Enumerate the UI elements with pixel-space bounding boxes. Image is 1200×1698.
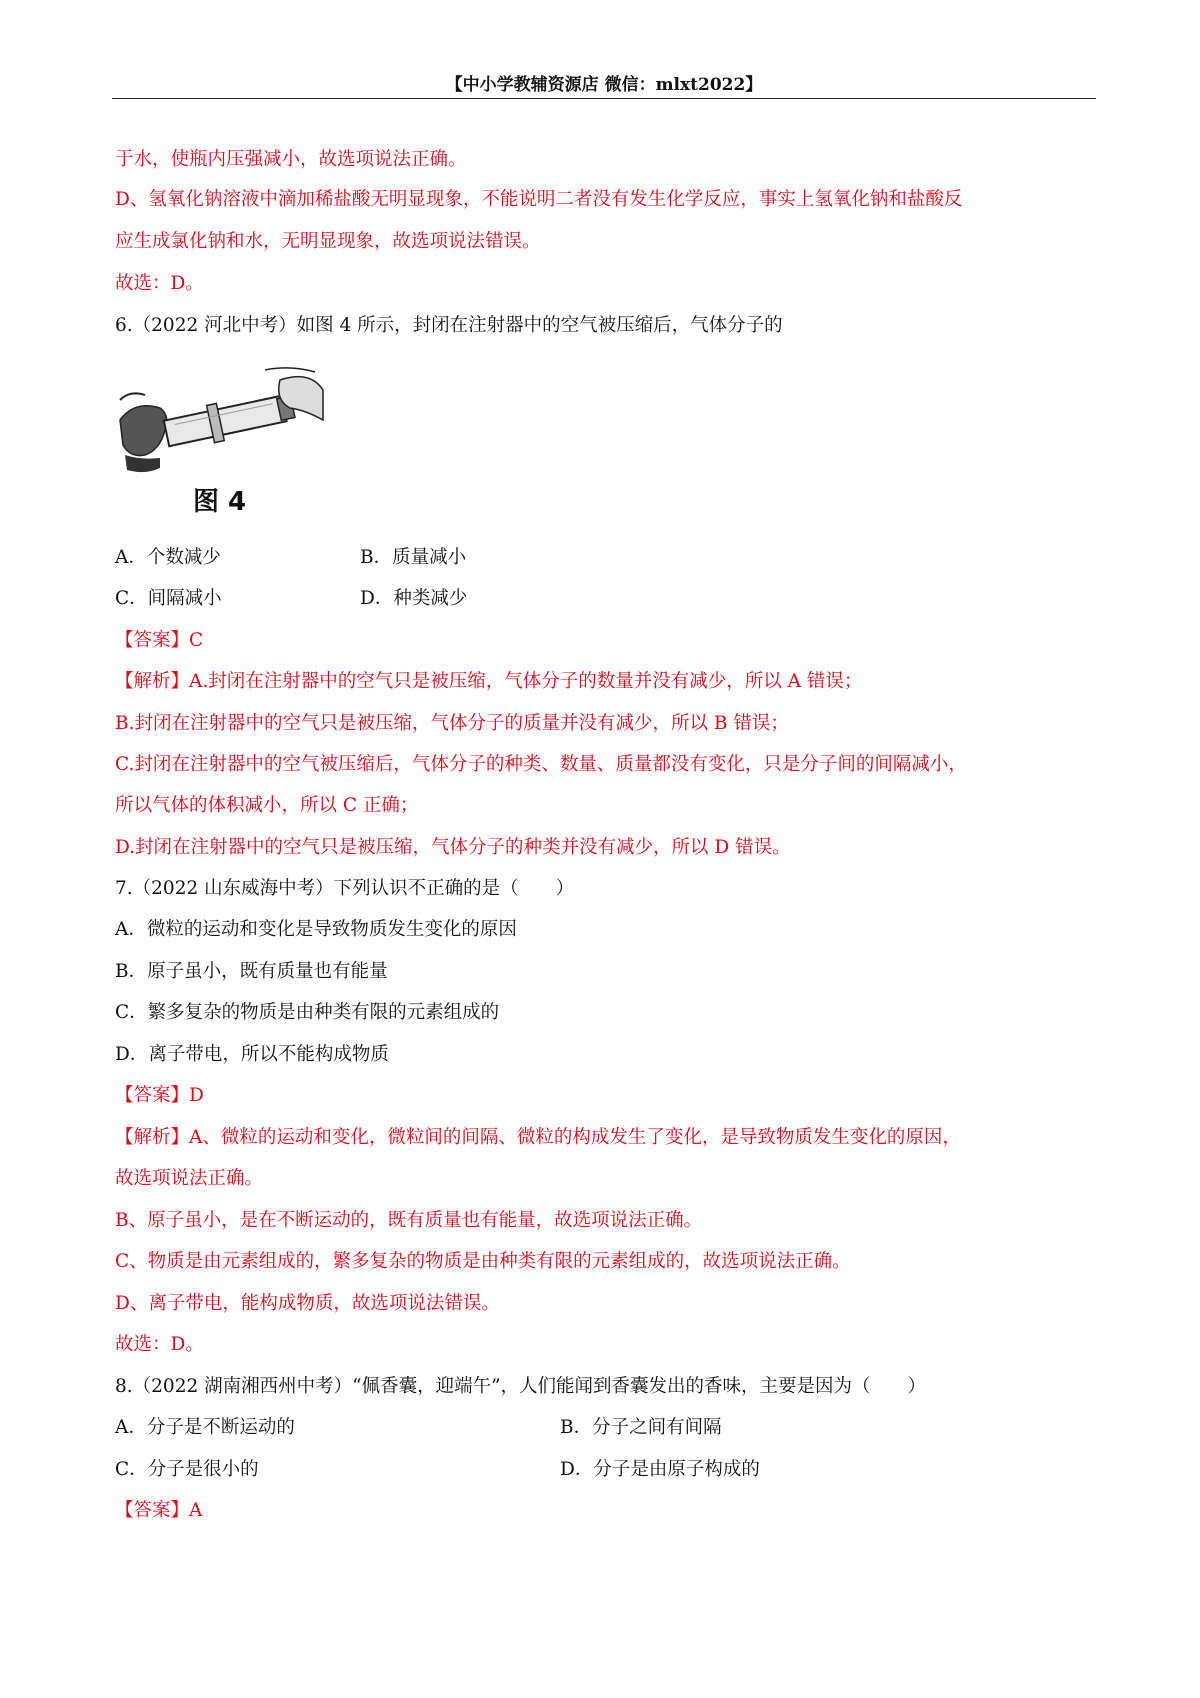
prev-analysis-line: D、氢氧化钠溶液中滴加稀盐酸无明显现象，不能说明二者没有发生化学反应，事实上氢氧化钠和盐酸反 xyxy=(115,189,963,210)
prev-analysis-line: 应生成氯化钠和水，无明显现象，故选项说法错误。 xyxy=(115,231,541,252)
question-7-stem: 7.（2022 山东威海中考）下列认识不正确的是（ ） xyxy=(115,878,575,899)
syringe-figure xyxy=(115,360,325,520)
q7-option-c: C．繁多复杂的物质是由种类有限的元素组成的 xyxy=(115,1002,500,1023)
analysis-tag: 【解析】 xyxy=(115,671,190,692)
q7-option-b: B．原子虽小，既有质量也有能量 xyxy=(115,961,388,982)
q7-analysis-line: B、原子虽小，是在不断运动的，既有质量也有能量，故选项说法正确。 xyxy=(115,1210,703,1231)
q8-answer xyxy=(115,1499,202,1523)
q6-option-d: D．种类减少 xyxy=(360,588,468,609)
analysis-text: A、微粒的运动和变化，微粒间的间隔、微粒的构成发生了变化，是导致物质发生变化的原因， xyxy=(189,1127,961,1148)
figure-label: 图 4 xyxy=(193,487,247,517)
answer-tag: 【答案】 xyxy=(115,1085,190,1106)
prev-final-answer: 故选：D。 xyxy=(115,273,204,294)
answer-tag: 【答案】 xyxy=(115,630,190,651)
page-header: 【中小学教辅资源店 微信：mlxt2022】 xyxy=(445,75,763,95)
q8-option-b: B．分子之间有间隔 xyxy=(560,1417,722,1438)
analysis-text: A.封闭在注射器中的空气只是被压缩，气体分子的数量并没有减少，所以 A 错误； xyxy=(189,671,863,692)
q7-analysis-line: C、物质是由元素组成的，繁多复杂的物质是由种类有限的元素组成的，故选项说法正确。 xyxy=(115,1251,851,1272)
q7-analysis-line: D、离子带电，能构成物质，故选项说法错误。 xyxy=(115,1293,500,1314)
answer-value: C xyxy=(189,630,204,651)
q6-analysis-line: B.封闭在注射器中的空气只是被压缩，气体分子的质量并没有减少，所以 B 错误； xyxy=(115,713,789,734)
q6-option-c: C．间隔减小 xyxy=(115,588,222,609)
q7-option-d: D．离子带电，所以不能构成物质 xyxy=(115,1044,389,1065)
q6-analysis-line: D.封闭在注射器中的空气只是被压缩，气体分子的种类并没有减少，所以 D 错误。 xyxy=(115,837,791,858)
q7-final-answer: 故选：D。 xyxy=(115,1334,204,1355)
syringe-hand-image xyxy=(115,360,325,520)
q7-analysis-line: 故选项说法正确。 xyxy=(115,1168,264,1189)
q7-option-a: A．微粒的运动和变化是导致物质发生变化的原因 xyxy=(115,919,517,940)
q6-answer xyxy=(115,629,203,653)
q6-analysis-line: C.封闭在注射器中的空气被压缩后，气体分子的种类、数量、质量都没有变化，只是分子间的间隔减小， xyxy=(115,754,967,775)
header-divider xyxy=(112,98,1096,99)
analysis-tag: 【解析】 xyxy=(115,1127,190,1148)
q6-analysis-line: 所以气体的体积减小，所以 C 正确； xyxy=(115,795,419,816)
prev-analysis-line: 于水，使瓶内压强减小，故选项说法正确。 xyxy=(115,149,467,170)
q8-option-a: A．分子是不断运动的 xyxy=(115,1417,295,1438)
answer-value: D xyxy=(189,1085,204,1106)
q6-option-b: B．质量减小 xyxy=(360,547,467,568)
q8-option-d: D．分子是由原子构成的 xyxy=(560,1459,760,1480)
q6-analysis-line xyxy=(115,670,862,694)
answer-value: A xyxy=(189,1500,203,1521)
q7-answer xyxy=(115,1084,204,1108)
q7-analysis-line xyxy=(115,1126,961,1150)
q6-option-a: A．个数减少 xyxy=(115,547,221,568)
question-6-stem: 6.（2022 河北中考）如图 4 所示，封闭在注射器中的空气被压缩后，气体分子的 xyxy=(115,315,783,336)
answer-tag: 【答案】 xyxy=(115,1500,190,1521)
question-8-stem: 8.（2022 湖南湘西州中考）“佩香囊，迎端午”，人们能闻到香囊发出的香味，主要是因为（ ） xyxy=(115,1376,927,1397)
q8-option-c: C．分子是很小的 xyxy=(115,1459,259,1480)
